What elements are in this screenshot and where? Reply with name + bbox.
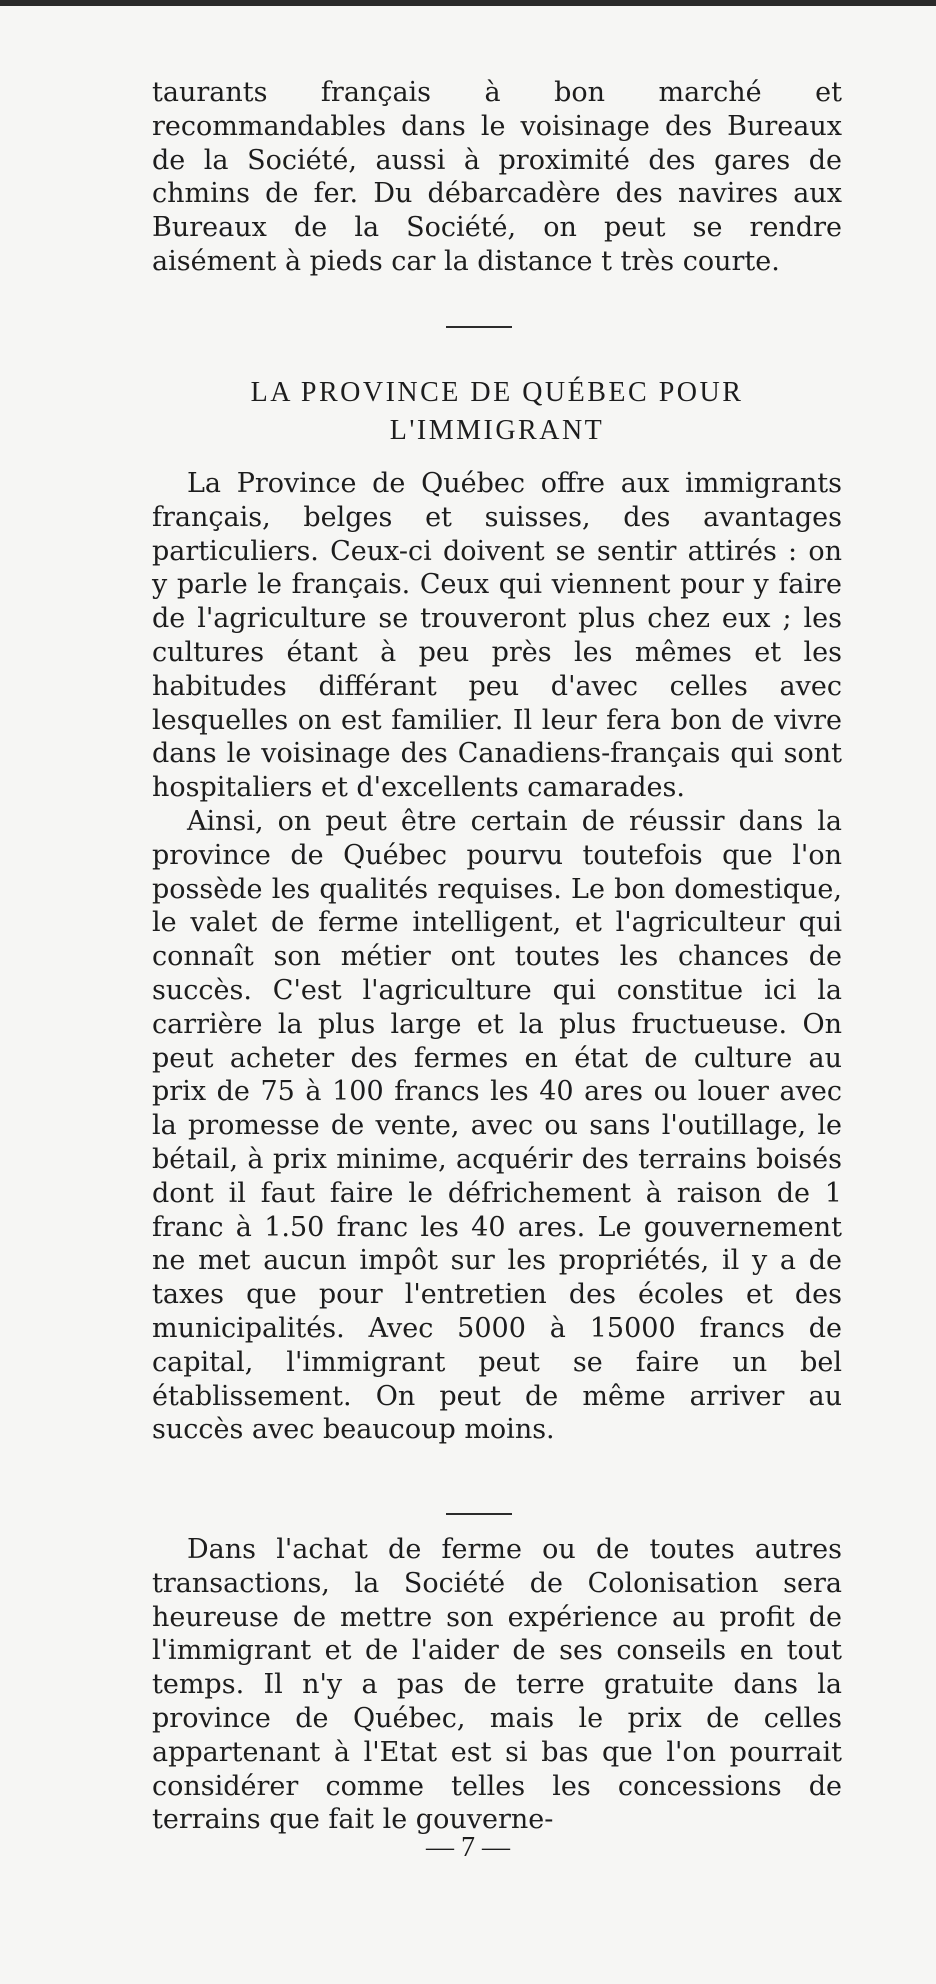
section-paragraph-2: Ainsi, on peut être certain de réussir dans la province de Québec pourvu toutefois que l'on possède les qualités requises. Le bon domestique, le valet de ferme intelligent, et l'agriculteur qui connaît son métier ont toutes les chances de succès. C'est l'agriculture qui constitue ici la carrière la plus large et la plus fructueuse. On peut acheter des fermes en état de culture au prix de 75 à 100 francs les 40 ares ou louer avec la promesse de vente, avec ou sans l'outillage, le bétail, à prix minime, acquérir des terrains boisés dont il faut faire le défrichement à raison de 1 franc à 1.50 franc les 40 ares. Le gouvernement ne met aucun impôt sur les propriétés, il y a de taxes que pour l'entretien des écoles et des municipalités. Avec 5000 à 15000 francs de capital, l'immigrant peut se faire un bel établissement. On peut de même arriver au succès avec beaucoup moins. bbox=[152, 805, 842, 1446]
section-divider bbox=[446, 326, 512, 328]
page-number: — 7 — bbox=[426, 1832, 510, 1863]
closing-paragraph: Dans l'achat de ferme ou de toutes autres transactions, la Société de Colonisation sera heureuse de mettre son expérience au profit de l'immigrant et de l'aider de ses conseils en tout temps. Il n'y a pas de terre gratuite dans la province de Québec, mais le prix de celles appartenant à l'Etat est si bas que l'on pourrait considérer comme telles les concessions de terrains que fait le gouverne- bbox=[152, 1534, 842, 1836]
section-heading-line-2: L'IMMIGRANT bbox=[389, 415, 605, 446]
section-paragraph-1: La Province de Québec offre aux immigrants français, belges et suisses, des avantages particuliers. Ceux-ci doivent se sentir attirés : on y parle le français. Ceux qui viennent pour y faire de l'agriculture se trouveront plus chez eux ; les cultures étant à peu près les mêmes et les habitudes différant peu d'avec celles avec lesquelles on est familier. Il leur fera bon de vivre dans le voisinage des Canadiens-français qui sont hospitaliers et d'excellents camarades. bbox=[152, 468, 842, 804]
section-divider bbox=[446, 1513, 512, 1515]
section-heading bbox=[152, 374, 842, 450]
section-heading-line-1: LA PROVINCE DE QUÉBEC POUR bbox=[250, 377, 744, 408]
intro-paragraph: taurants français à bon marché et recommandables dans le voisinage des Bureaux de la Société, aussi à proximité des gares de chmins de fer. Du débarcadère des navires aux Bureaux de la Société, on peut se rendre aisément à pieds car la distance t très courte. bbox=[152, 77, 842, 277]
closing-paragraph-block bbox=[152, 1533, 842, 1837]
intro-paragraph-block bbox=[152, 76, 842, 279]
page-top-edge bbox=[0, 0, 936, 6]
section-body bbox=[152, 467, 842, 1447]
